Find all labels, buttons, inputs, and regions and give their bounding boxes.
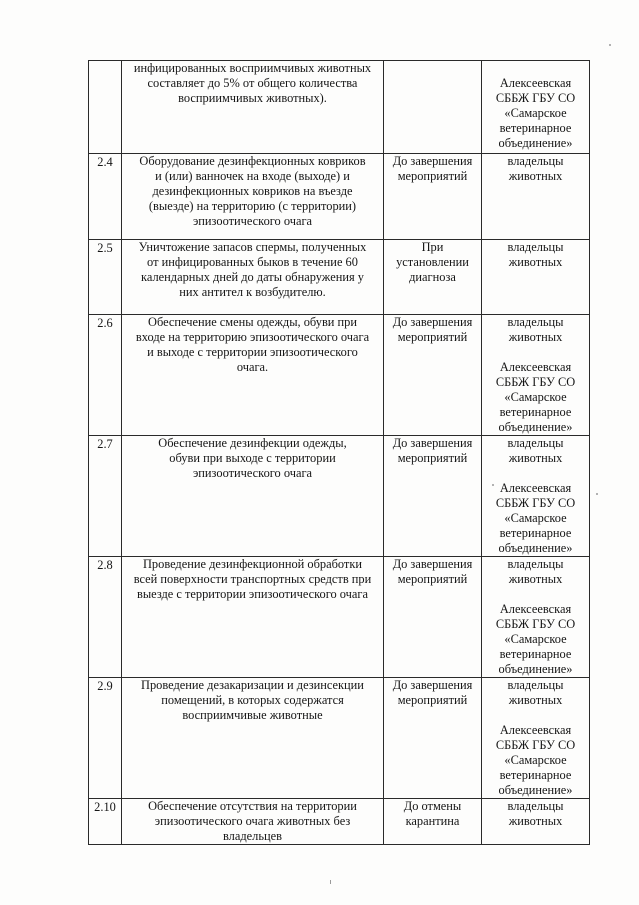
deadline-cell: До завершения мероприятий	[384, 315, 482, 436]
table-row	[89, 799, 590, 845]
responsible-org: Алексеевская СББЖ ГБУ СО «Самарское ветеринарное объединение»	[495, 723, 576, 797]
responsible-owners: владельцы животных	[507, 240, 564, 269]
deadline-cell: При установлении диагноза	[384, 240, 482, 315]
row-number-cell: 2.5	[89, 240, 122, 315]
measure-cell: Оборудование дезинфекционных ковриков и (или) ванночек на входе (выходе) и дезинфекционных ковриков на въезде (выезде) на территорию (с территории) эпизоотического очага	[122, 154, 384, 240]
measure-cell: Обеспечение дезинфекции одежды, обуви при выходе с территории эпизоотического очага	[122, 436, 384, 557]
responsible-org: Алексеевская СББЖ ГБУ СО «Самарское ветеринарное объединение»	[495, 76, 576, 150]
deadline-cell: До завершения мероприятий	[384, 436, 482, 557]
responsible-cell	[482, 436, 590, 557]
scan-speck	[596, 493, 598, 495]
table-row	[89, 678, 590, 799]
measures-table	[88, 60, 590, 845]
measure-cell: Проведение дезакаризации и дезинсекции помещений, в которых содержатся восприимчивые животные	[122, 678, 384, 799]
row-number-cell: 2.10	[89, 799, 122, 845]
responsible-owners: владельцы животных	[507, 436, 564, 465]
responsible-owners: владельцы животных	[507, 799, 564, 828]
responsible-org: Алексеевская СББЖ ГБУ СО «Самарское ветеринарное объединение»	[495, 602, 576, 676]
table-row	[89, 61, 590, 154]
responsible-owners: владельцы животных	[507, 315, 564, 344]
responsible-cell	[482, 557, 590, 678]
deadline-cell: До отмены карантина	[384, 799, 482, 845]
scan-speck	[330, 880, 331, 884]
responsible-cell	[482, 154, 590, 240]
responsible-org: Алексеевская СББЖ ГБУ СО «Самарское ветеринарное объединение»	[495, 481, 576, 555]
row-number-cell: 2.9	[89, 678, 122, 799]
deadline-cell	[384, 61, 482, 154]
responsible-owners: владельцы животных	[507, 557, 564, 586]
row-number-cell	[89, 61, 122, 154]
responsible-cell	[482, 315, 590, 436]
responsible-cell	[482, 240, 590, 315]
measure-cell: Обеспечение смены одежды, обуви при входе на территорию эпизоотического очага и выходе с территории эпизоотического очага.	[122, 315, 384, 436]
deadline-cell: До завершения мероприятий	[384, 678, 482, 799]
responsible-org: Алексеевская СББЖ ГБУ СО «Самарское ветеринарное объединение»	[495, 360, 576, 434]
row-number-cell: 2.6	[89, 315, 122, 436]
table-row	[89, 436, 590, 557]
row-number-cell: 2.8	[89, 557, 122, 678]
row-number-cell: 2.7	[89, 436, 122, 557]
scan-speck	[609, 44, 611, 46]
table-row	[89, 557, 590, 678]
deadline-cell: До завершения мероприятий	[384, 557, 482, 678]
responsible-owners: владельцы животных	[507, 154, 564, 183]
row-number-cell: 2.4	[89, 154, 122, 240]
table-row	[89, 154, 590, 240]
measure-cell: Проведение дезинфекционной обработки всей поверхности транспортных средств при выезде с территории эпизоотического очага	[122, 557, 384, 678]
deadline-cell: До завершения мероприятий	[384, 154, 482, 240]
scan-speck	[492, 484, 494, 486]
measure-cell: Обеспечение отсутствия на территории эпизоотического очага животных без владельцев	[122, 799, 384, 845]
table-row	[89, 315, 590, 436]
measure-cell: Уничтожение запасов спермы, полученных от инфицированных быков в течение 60 календарных дней до даты обнаружения у них антител к возбудителю.	[122, 240, 384, 315]
responsible-cell	[482, 799, 590, 845]
responsible-cell	[482, 61, 590, 154]
measure-cell: инфицированных восприимчивых животных составляет до 5% от общего количества восприимчивых животных).	[122, 61, 384, 154]
responsible-cell	[482, 678, 590, 799]
responsible-owners: владельцы животных	[507, 678, 564, 707]
table-row	[89, 240, 590, 315]
